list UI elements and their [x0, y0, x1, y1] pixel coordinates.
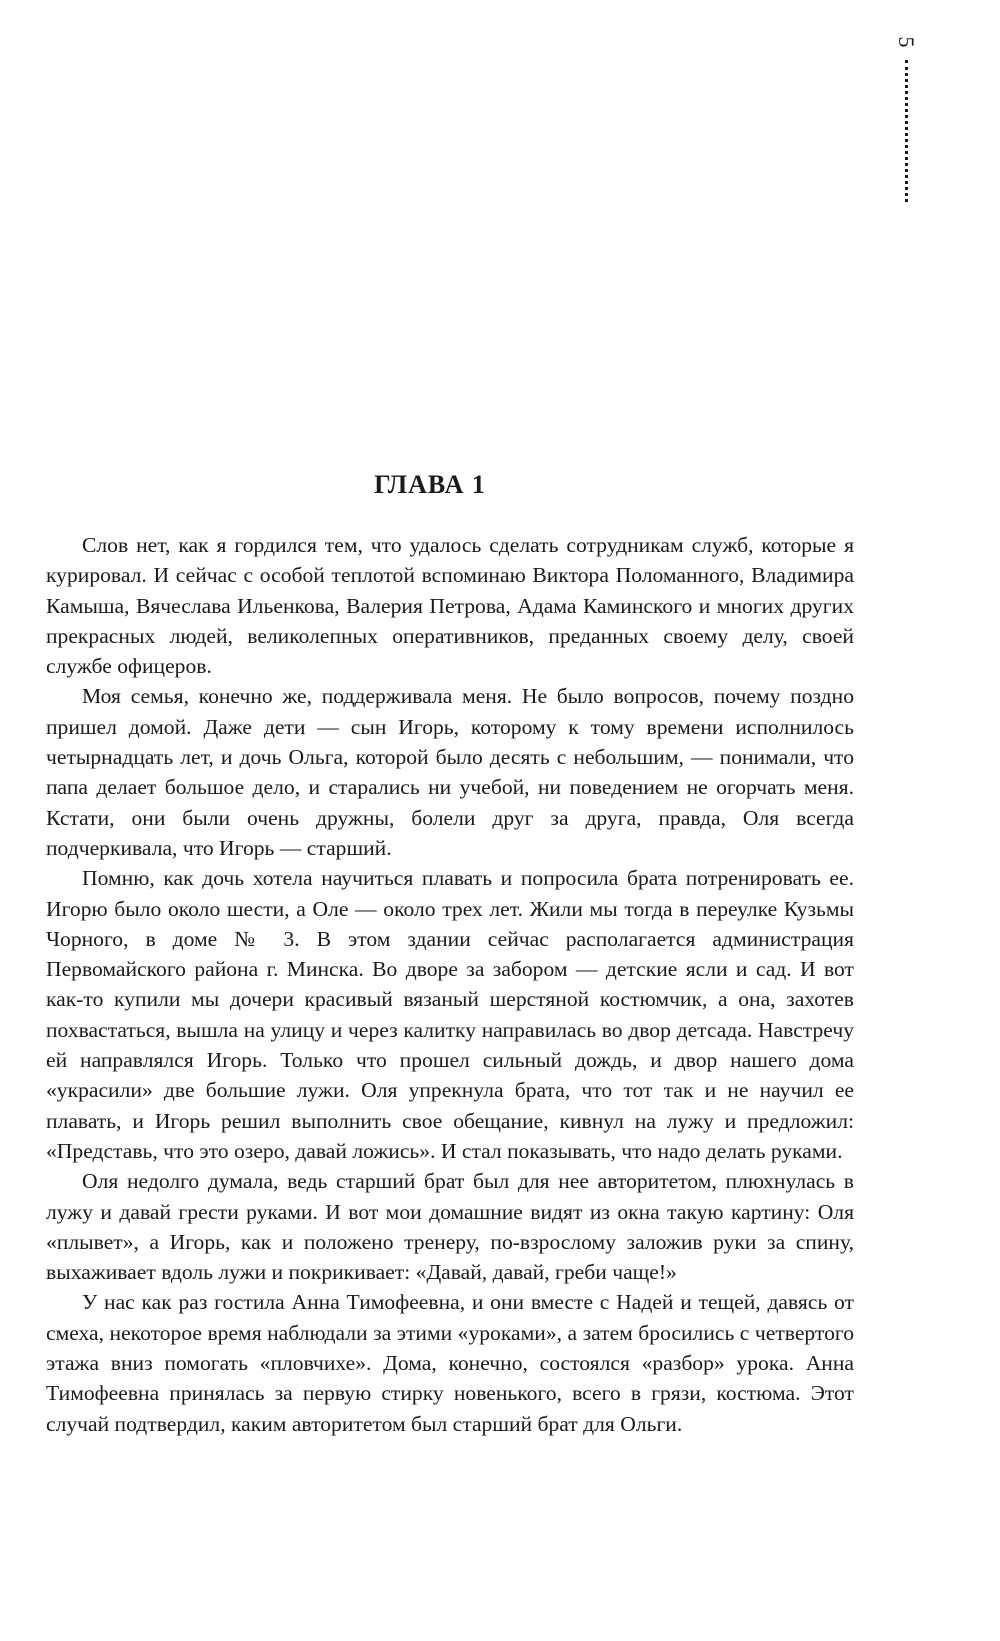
page-marker: [894, 32, 919, 204]
paragraph: Слов нет, как я гордился тем, что удалось сделать сотрудникам служб, которые я курировал. И сейчас с особой теплотой вспоминаю Виктора Поломанного, Владимира Камыша, Вячеслава Ильенкова, Валерия Петрова, Адама Каминского и многих других прекрасных людей, великолепных оперативников, преданных своему делу, своей службе офицеров.: [46, 533, 854, 679]
page-number: 5: [894, 36, 919, 48]
paragraph: Помню, как дочь хотела научиться плавать и попросила брата потренировать ее. Игорю было около шести, а Оле — около трех лет. Жили мы тогда в переулке Кузьмы Чорного, в доме № 3. В этом здании сейчас располагается администрация Первомайского района г. Минска. Во дворе за забором — детские ясли и сад. И вот как-то купили мы дочери красивый вязаный шерстяной костюмчик, а она, захотев похвастаться, вышла на улицу и через калитку направилась во двор детсада. Навстречу ей направлялся Игорь. Только что прошел сильный дождь, и двор нашего дома «украсили» две большие лужи. Оля упрекнула брата, что тот так и не научил ее плавать, и Игорь решил выполнить свое обещание, кивнул на лужу и предложил: «Представь, что это озеро, давай ложись». И стал показывать, что надо делать руками.: [46, 866, 854, 1163]
chapter-title: ГЛАВА 1: [374, 470, 486, 499]
paragraph: Моя семья, конечно же, поддерживала меня. Не было вопросов, почему поздно пришел домой. Даже дети — сын Игорь, которому к тому времени исполнилось четырнадцать лет, и дочь Ольга, которой было десять с небольшим, — понимали, что папа делает большое дело, и старались ни учебой, ни поведением не огорчать меня. Кстати, они были очень дружны, болели друг за друга, правда, Оля всегда подчеркивала, что Игорь — старший.: [46, 684, 854, 860]
body-text: [46, 530, 854, 1439]
paragraph: Оля недолго думала, ведь старший брат был для нее авторитетом, плюхнулась в лужу и давай грести руками. И вот мои домашние видят из окна такую картину: Оля «плывет», а Игорь, как и положено тренеру, по-взрослому заложив руки за спину, выхаживает вдоль лужи и покрикивает: «Давай, давай, греби чаще!»: [46, 1169, 854, 1285]
dotted-divider: [905, 60, 908, 202]
paragraph: У нас как раз гостила Анна Тимофеевна, и они вместе с Надей и тещей, давясь от смеха, некоторое время наблюдали за этими «уроками», а затем бросились с четвертого этажа вниз помогать «пловчихе». Дома, конечно, состоялся «разбор» урока. Анна Тимофеевна принялась за первую стирку новенького, всего в грязи, костюма. Этот случай подтвердил, каким авторитетом был старший брат для Ольги.: [46, 1290, 854, 1436]
